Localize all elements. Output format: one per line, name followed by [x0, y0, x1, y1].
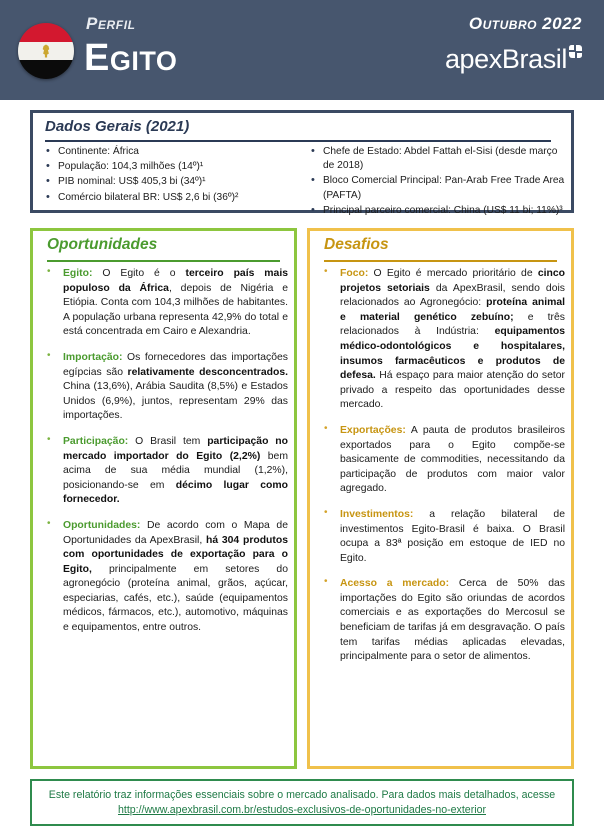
list-item-text: China (13,6%), Arábia Saudita (8,5%) e Estados Unidos (6,9%), juntos, representam 29% das importações. — [63, 381, 288, 422]
general-data-item: • Principal parceiro comercial: China (US$ 11 bi; 11%)³ — [308, 204, 565, 218]
list-item — [41, 519, 288, 636]
general-data-item: • Bloco Comercial Principal: Pan-Arab Free Trade Area (PAFTA) — [308, 174, 565, 202]
list-item-text: De acordo com o Mapa de Oportunidades da ApexBrasil, — [63, 519, 288, 546]
list-item — [318, 508, 565, 566]
header-date: Outubro 2022 — [468, 14, 582, 33]
list-item-text: e três relacionados à Indústria: — [340, 311, 565, 338]
general-data-item: • PIB nominal: US$ 405,3 bi (34º)¹ — [43, 175, 300, 189]
general-data-left-column — [43, 145, 300, 219]
list-item-text: da ApexBrasil, sendo dois relacionados ao Agronegócio: — [340, 282, 565, 309]
challenges-title: Desafios — [324, 236, 389, 253]
list-item-emphasis: terceiro país mais populoso da África — [63, 268, 288, 294]
page-header — [0, 0, 604, 100]
list-item-emphasis: há 304 produtos com oportunidades de exportação para o Egito, — [63, 534, 288, 575]
list-item — [41, 435, 288, 508]
list-item — [41, 267, 288, 340]
list-item-text: Os fornecedores das importações egípcias são — [63, 351, 288, 378]
list-item-text: Cerca de 50% das importações do Egito são oriundas de acordos comerciais e as exportações do Mercosul se beneficiam de tarifas já em desgravação. O país tem tarifas médias aplicadas elevadas, principalmente para o setor de alimentos. — [340, 578, 566, 663]
egypt-flag-icon — [18, 23, 74, 79]
apexbrasil-pinwheel-icon — [569, 45, 582, 58]
list-item — [318, 424, 565, 497]
list-item-text: , depois de Nigéria e Etiópia. Conta com 104,3 milhões de habitantes. A população urbana representa 42,9% do total e está concentrada em Cairo e Alexandria. — [63, 282, 288, 338]
challenges-panel — [307, 228, 574, 769]
footer-text — [42, 788, 562, 818]
general-data-divider — [45, 140, 551, 142]
opportunities-divider — [47, 260, 280, 262]
general-data-item: • População: 104,3 milhões (14º)¹ — [43, 160, 300, 174]
list-item-emphasis: proteína animal e material genético zebuíno; — [340, 297, 566, 323]
list-item-text: O Brasil tem — [128, 435, 208, 447]
list-item — [318, 577, 565, 665]
list-item-emphasis: cinco projetos setoriais — [340, 268, 565, 294]
challenges-divider — [324, 260, 557, 262]
list-item-text: O Egito é o — [92, 268, 186, 279]
opportunities-title: Oportunidades — [47, 236, 158, 253]
general-data-right-column — [300, 145, 565, 219]
list-item-emphasis: equipamentos médico-odontológicos e hospitalares, insumos farmacêuticos e produtos de defesa. — [340, 326, 565, 382]
list-item-lead: Investimentos: — [340, 508, 414, 520]
list-item-lead: Importação: — [63, 351, 123, 363]
list-item-text: principalmente em setores do agronegócio (proteína animal, grãos, açúcar, especiarias, cafés, etc.), saúde (equipamentos médicos, fármacos, etc.), automotivo, máquinas e equipamentos, entre outros. — [63, 563, 288, 634]
footer-sentence: Este relatório traz informações essenciais sobre o mercado analisado. Para dados mais detalhados, acesse — [48, 788, 556, 801]
list-item — [318, 267, 565, 413]
list-item-text: O Egito é mercado prioritário de — [368, 268, 538, 279]
footer-note — [30, 779, 574, 826]
list-item-text: A pauta de produtos brasileiros exportados para o Egito compõe-se basicamente de commodities, necessitando da participação de produtos com maior valor agregado. — [340, 424, 565, 495]
header-kicker: Perfil — [86, 14, 136, 33]
footer-link[interactable]: http://www.apexbrasil.com.br/estudos-exclusivos-de-oportunidades-no-exterior — [117, 803, 486, 816]
apexbrasil-logo-text: apexBrasil — [444, 44, 567, 74]
list-item-emphasis: participação no mercado importador do Egito (2,2%) — [63, 435, 288, 462]
list-item-emphasis: relativamente desconcentrados. — [127, 366, 288, 378]
general-data-item: • Continente: África — [43, 145, 300, 159]
list-item — [41, 351, 288, 424]
general-data-item: • Chefe de Estado: Abdel Fattah el-Sisi (desde março de 2018) — [308, 145, 565, 173]
apexbrasil-logo — [445, 44, 582, 74]
page-title: Egito — [84, 37, 178, 79]
list-item-lead: Exportações: — [340, 424, 406, 436]
list-item-lead: Oportunidades: — [63, 519, 141, 531]
general-data-title: Dados Gerais (2021) — [45, 118, 190, 135]
list-item-lead: Egito: — [63, 268, 93, 279]
general-data-item: • Comércio bilateral BR: US$ 2,6 bi (36º)² — [43, 191, 300, 205]
list-item-lead: Foco: — [340, 268, 369, 279]
list-item-text: a relação bilateral de investimentos Egito-Brasil é baixa. O Brasil ocupa a 83ª posição em estoque de IED no Egito. — [340, 508, 565, 564]
opportunities-panel — [30, 228, 297, 769]
flag-band-black — [18, 60, 74, 79]
list-item-lead: Participação: — [63, 435, 129, 447]
list-item-text: Há espaço para maior atenção do setor privado a respeito das oportunidades desse mercado. — [340, 370, 565, 411]
list-item-text: bem acima de sua média mundial (1,2%), posicionando-se em — [63, 450, 288, 491]
general-data-panel — [30, 110, 574, 216]
list-item-emphasis: décimo lugar como fornecedor. — [63, 479, 288, 506]
flag-band-red — [18, 23, 74, 42]
list-item-lead: Acesso a mercado: — [340, 578, 450, 590]
